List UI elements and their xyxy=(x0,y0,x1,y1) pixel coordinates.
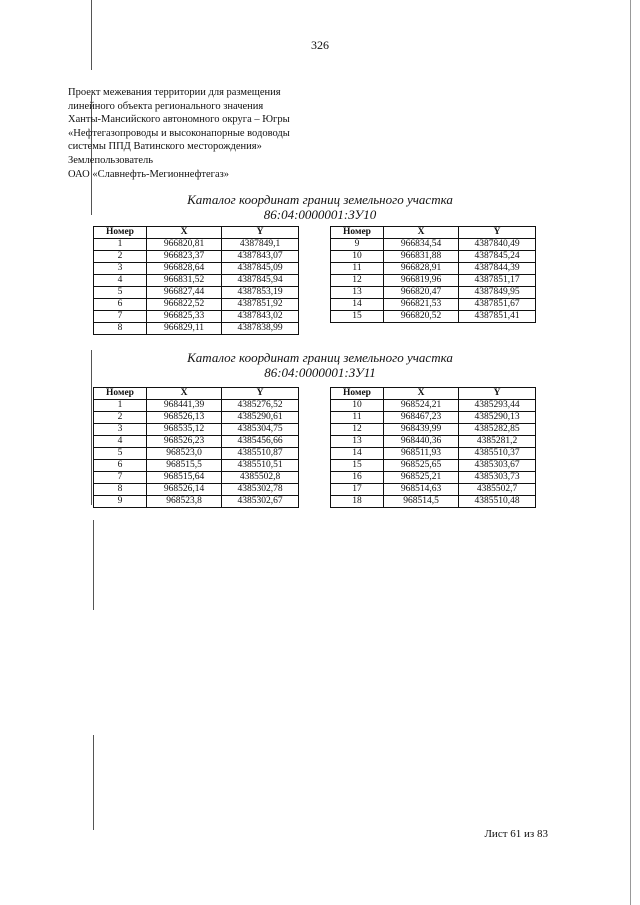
point-number-cell: 8 xyxy=(94,484,147,496)
y-coordinate-cell: 4385303,73 xyxy=(459,472,536,484)
column-header: X xyxy=(147,388,222,400)
point-number-cell: 6 xyxy=(94,460,147,472)
y-coordinate-cell: 4387845,94 xyxy=(222,275,299,287)
x-coordinate-cell: 968515,5 xyxy=(147,460,222,472)
table-row xyxy=(94,412,299,424)
point-number-cell: 16 xyxy=(331,472,384,484)
table-row xyxy=(94,287,299,299)
x-coordinate-cell: 966825,33 xyxy=(147,311,222,323)
column-header: X xyxy=(384,388,459,400)
coords-table-zu11-left xyxy=(93,387,299,508)
table-row xyxy=(94,299,299,311)
table-row xyxy=(94,311,299,323)
x-coordinate-cell: 968515,64 xyxy=(147,472,222,484)
table-row xyxy=(94,472,299,484)
y-coordinate-cell: 4387849,95 xyxy=(459,287,536,299)
table-row xyxy=(331,472,536,484)
scan-artifact-line xyxy=(91,0,92,70)
table-row xyxy=(94,400,299,412)
x-coordinate-cell: 966821,53 xyxy=(384,299,459,311)
table-row xyxy=(331,460,536,472)
x-coordinate-cell: 966822,52 xyxy=(147,299,222,311)
x-coordinate-cell: 966831,88 xyxy=(384,251,459,263)
x-coordinate-cell: 968440,36 xyxy=(384,436,459,448)
x-coordinate-cell: 968439,99 xyxy=(384,424,459,436)
column-header: Номер xyxy=(94,388,147,400)
x-coordinate-cell: 966820,81 xyxy=(147,239,222,251)
point-number-cell: 3 xyxy=(94,263,147,275)
column-header: Y xyxy=(222,227,299,239)
table-row xyxy=(331,299,536,311)
point-number-cell: 1 xyxy=(94,400,147,412)
y-coordinate-cell: 4387844,39 xyxy=(459,263,536,275)
y-coordinate-cell: 4385290,13 xyxy=(459,412,536,424)
point-number-cell: 5 xyxy=(94,448,147,460)
x-coordinate-cell: 966828,64 xyxy=(147,263,222,275)
x-coordinate-cell: 966820,52 xyxy=(384,311,459,323)
table-row xyxy=(331,287,536,299)
table-row xyxy=(331,275,536,287)
table-row xyxy=(331,412,536,424)
point-number-cell: 15 xyxy=(331,460,384,472)
x-coordinate-cell: 966829,11 xyxy=(147,323,222,335)
coords-table-zu10-left xyxy=(93,226,299,335)
table-row xyxy=(331,251,536,263)
point-number-cell: 11 xyxy=(331,412,384,424)
point-number-cell: 6 xyxy=(94,299,147,311)
y-coordinate-cell: 4385510,51 xyxy=(222,460,299,472)
table-row xyxy=(94,275,299,287)
table-body xyxy=(331,400,536,508)
y-coordinate-cell: 4387853,19 xyxy=(222,287,299,299)
table-row xyxy=(94,424,299,436)
x-coordinate-cell: 968514,63 xyxy=(384,484,459,496)
y-coordinate-cell: 4385281,2 xyxy=(459,436,536,448)
x-coordinate-cell: 968523,8 xyxy=(147,496,222,508)
y-coordinate-cell: 4387840,49 xyxy=(459,239,536,251)
table-body xyxy=(331,239,536,323)
sheet-counter: Лист 61 из 83 xyxy=(484,828,548,840)
table-header-row xyxy=(94,388,299,400)
table-body xyxy=(94,239,299,335)
x-coordinate-cell: 968514,5 xyxy=(384,496,459,508)
table-row xyxy=(331,484,536,496)
y-coordinate-cell: 4387851,92 xyxy=(222,299,299,311)
point-number-cell: 11 xyxy=(331,263,384,275)
table-row xyxy=(94,263,299,275)
y-coordinate-cell: 4387851,67 xyxy=(459,299,536,311)
table-row xyxy=(331,496,536,508)
column-header: X xyxy=(147,227,222,239)
y-coordinate-cell: 4387849,1 xyxy=(222,239,299,251)
y-coordinate-cell: 4387845,24 xyxy=(459,251,536,263)
y-coordinate-cell: 4387843,07 xyxy=(222,251,299,263)
point-number-cell: 4 xyxy=(94,275,147,287)
table-row xyxy=(94,496,299,508)
y-coordinate-cell: 4385303,67 xyxy=(459,460,536,472)
y-coordinate-cell: 4385304,75 xyxy=(222,424,299,436)
x-coordinate-cell: 968523,0 xyxy=(147,448,222,460)
point-number-cell: 3 xyxy=(94,424,147,436)
scan-artifact-line xyxy=(93,520,94,610)
header-line: линейного объекта регионального значения xyxy=(68,100,264,112)
point-number-cell: 12 xyxy=(331,275,384,287)
column-header: Номер xyxy=(331,388,384,400)
header-line: Проект межевания территории для размещения xyxy=(68,87,281,98)
x-coordinate-cell: 968535,12 xyxy=(147,424,222,436)
scan-artifact-line xyxy=(630,0,631,905)
x-coordinate-cell: 968524,21 xyxy=(384,400,459,412)
x-coordinate-cell: 968525,65 xyxy=(384,460,459,472)
column-header: Y xyxy=(459,227,536,239)
table-row xyxy=(331,424,536,436)
table-row xyxy=(94,484,299,496)
x-coordinate-cell: 968441,39 xyxy=(147,400,222,412)
table-row xyxy=(94,251,299,263)
x-coordinate-cell: 968526,23 xyxy=(147,436,222,448)
column-header: X xyxy=(384,227,459,239)
table-row xyxy=(331,448,536,460)
y-coordinate-cell: 4387845,09 xyxy=(222,263,299,275)
header-line: «Нефтегазопроводы и высоконапорные водоводы xyxy=(68,127,290,139)
y-coordinate-cell: 4385290,61 xyxy=(222,412,299,424)
y-coordinate-cell: 4387843,02 xyxy=(222,311,299,323)
point-number-cell: 12 xyxy=(331,424,384,436)
table-row xyxy=(331,400,536,412)
document-header xyxy=(68,86,290,181)
y-coordinate-cell: 4385510,87 xyxy=(222,448,299,460)
x-coordinate-cell: 966831,52 xyxy=(147,275,222,287)
catalog-code: 86:04:0000001:ЗУ10 xyxy=(263,207,377,222)
x-coordinate-cell: 966828,91 xyxy=(384,263,459,275)
point-number-cell: 13 xyxy=(331,436,384,448)
y-coordinate-cell: 4385456,66 xyxy=(222,436,299,448)
page-number: 326 xyxy=(311,38,329,52)
catalog-title-zu11 xyxy=(0,350,640,380)
y-coordinate-cell: 4387838,99 xyxy=(222,323,299,335)
y-coordinate-cell: 4385276,52 xyxy=(222,400,299,412)
x-coordinate-cell: 966823,37 xyxy=(147,251,222,263)
point-number-cell: 2 xyxy=(94,251,147,263)
table-row xyxy=(331,436,536,448)
table-header-row xyxy=(94,227,299,239)
x-coordinate-cell: 966819,96 xyxy=(384,275,459,287)
table-header-row xyxy=(331,388,536,400)
point-number-cell: 1 xyxy=(94,239,147,251)
point-number-cell: 10 xyxy=(331,400,384,412)
table-row xyxy=(94,448,299,460)
y-coordinate-cell: 4387851,41 xyxy=(459,311,536,323)
point-number-cell: 9 xyxy=(94,496,147,508)
table-row xyxy=(331,311,536,323)
y-coordinate-cell: 4385502,8 xyxy=(222,472,299,484)
column-header: Y xyxy=(222,388,299,400)
table-header-row xyxy=(331,227,536,239)
catalog-title-zu10 xyxy=(0,192,640,222)
header-line: системы ППД Ватинского месторождения» xyxy=(68,141,262,153)
scan-artifact-line xyxy=(93,735,94,830)
column-header: Номер xyxy=(94,227,147,239)
x-coordinate-cell: 966827,44 xyxy=(147,287,222,299)
point-number-cell: 17 xyxy=(331,484,384,496)
x-coordinate-cell: 966834,54 xyxy=(384,239,459,251)
column-header: Y xyxy=(459,388,536,400)
point-number-cell: 13 xyxy=(331,287,384,299)
point-number-cell: 9 xyxy=(331,239,384,251)
header-line: ОАО «Славнефть-Мегионнефтегаз» xyxy=(68,168,230,180)
point-number-cell: 14 xyxy=(331,448,384,460)
x-coordinate-cell: 968511,93 xyxy=(384,448,459,460)
table-row xyxy=(94,436,299,448)
catalog-heading: Каталог координат границ земельного участка xyxy=(187,350,453,365)
header-line: Ханты-Мансийского автономного округа – Югры xyxy=(68,114,290,126)
point-number-cell: 15 xyxy=(331,311,384,323)
y-coordinate-cell: 4385510,48 xyxy=(459,496,536,508)
coords-table-zu11-right xyxy=(330,387,536,508)
table-row xyxy=(94,460,299,472)
point-number-cell: 14 xyxy=(331,299,384,311)
x-coordinate-cell: 968526,13 xyxy=(147,412,222,424)
point-number-cell: 7 xyxy=(94,472,147,484)
y-coordinate-cell: 4385302,67 xyxy=(222,496,299,508)
point-number-cell: 7 xyxy=(94,311,147,323)
header-line: Землепользователь xyxy=(68,154,154,166)
y-coordinate-cell: 4385282,85 xyxy=(459,424,536,436)
y-coordinate-cell: 4385293,44 xyxy=(459,400,536,412)
table-row xyxy=(94,239,299,251)
point-number-cell: 2 xyxy=(94,412,147,424)
point-number-cell: 8 xyxy=(94,323,147,335)
table-row xyxy=(331,239,536,251)
coords-table-zu10-right xyxy=(330,226,536,323)
table-row xyxy=(331,263,536,275)
y-coordinate-cell: 4385502,7 xyxy=(459,484,536,496)
table-row xyxy=(94,323,299,335)
y-coordinate-cell: 4385302,78 xyxy=(222,484,299,496)
x-coordinate-cell: 968525,21 xyxy=(384,472,459,484)
catalog-code: 86:04:0000001:ЗУ11 xyxy=(264,365,376,380)
y-coordinate-cell: 4387851,17 xyxy=(459,275,536,287)
table-body xyxy=(94,400,299,508)
x-coordinate-cell: 968526,14 xyxy=(147,484,222,496)
point-number-cell: 18 xyxy=(331,496,384,508)
point-number-cell: 4 xyxy=(94,436,147,448)
x-coordinate-cell: 968467,23 xyxy=(384,412,459,424)
column-header: Номер xyxy=(331,227,384,239)
catalog-heading: Каталог координат границ земельного участка xyxy=(187,192,453,207)
point-number-cell: 10 xyxy=(331,251,384,263)
x-coordinate-cell: 966820,47 xyxy=(384,287,459,299)
point-number-cell: 5 xyxy=(94,287,147,299)
y-coordinate-cell: 4385510,37 xyxy=(459,448,536,460)
